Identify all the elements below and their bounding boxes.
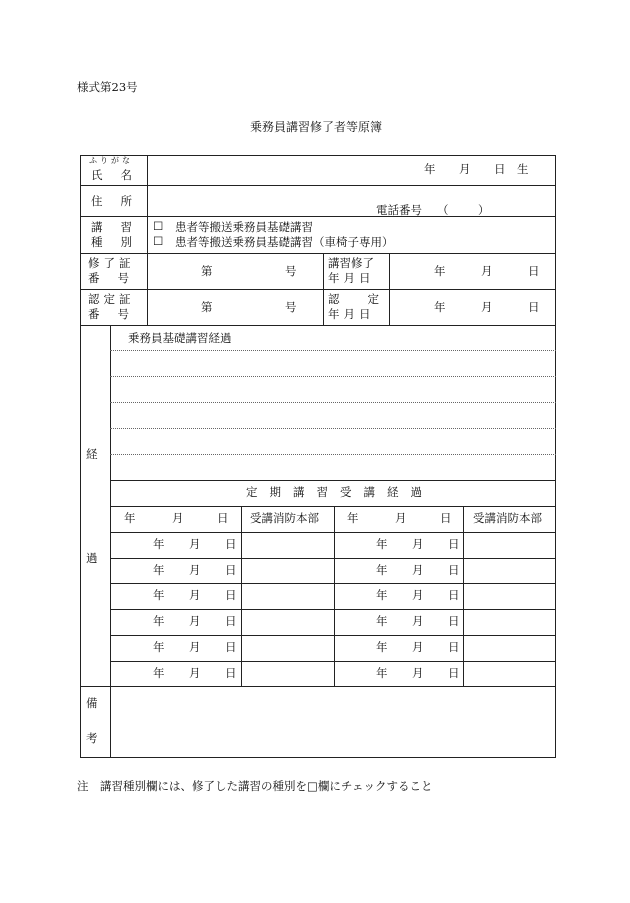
row-divider — [110, 583, 556, 584]
row-divider — [110, 480, 556, 481]
col-month-right: 月 — [395, 511, 407, 525]
periodic-column-divider — [334, 506, 335, 686]
approval-cert-label-line2: 番号 — [88, 307, 147, 321]
col-day-right: 日 — [440, 511, 452, 525]
row-divider — [80, 185, 556, 186]
row-month-label: 月 — [412, 588, 424, 602]
row-month-label: 月 — [412, 640, 424, 654]
footer-note: 注 講習種別欄には、修了した講習の種別を□欄にチェックすること — [77, 779, 433, 793]
birth-day-label: 日 — [494, 162, 506, 176]
row-month-label: 月 — [189, 563, 201, 577]
row-year-label: 年 — [376, 640, 388, 654]
approval-cert-label-line1: 認定証 — [88, 292, 135, 306]
completion-month-label: 月 — [481, 264, 493, 278]
birth-month-label: 月 — [459, 162, 471, 176]
birth-year-label: 年 — [424, 162, 436, 176]
row-divider — [110, 532, 556, 533]
dotted-line — [110, 454, 556, 455]
dotted-line — [110, 350, 556, 351]
col-year-left: 年 — [124, 511, 136, 525]
phone-paren-close: ） — [478, 203, 490, 217]
row-day-label: 日 — [448, 588, 460, 602]
cert-column-divider — [389, 253, 390, 325]
history-label-divider — [110, 325, 111, 758]
row-year-label: 年 — [153, 614, 165, 628]
row-divider — [80, 289, 556, 290]
row-day-label: 日 — [225, 666, 237, 680]
course-type-label-line1: 講習 — [91, 220, 150, 234]
cert-column-divider — [323, 253, 324, 325]
col-month-left: 月 — [172, 511, 184, 525]
col-day-left: 日 — [217, 511, 229, 525]
row-year-label: 年 — [376, 588, 388, 602]
row-month-label: 月 — [189, 537, 201, 551]
row-month-label: 月 — [189, 666, 201, 680]
row-month-label: 月 — [412, 537, 424, 551]
row-year-label: 年 — [153, 666, 165, 680]
row-day-label: 日 — [225, 588, 237, 602]
row-day-label: 日 — [448, 640, 460, 654]
completion-cert-label-line1: 修了証 — [88, 256, 135, 270]
row-year-label: 年 — [153, 588, 165, 602]
approval-month-label: 月 — [481, 300, 493, 314]
row-divider — [80, 325, 556, 326]
row-divider — [110, 661, 556, 662]
row-divider — [110, 635, 556, 636]
completion-cert-label-line2: 番号 — [88, 271, 147, 285]
completion-date-label-line2: 年月日 — [328, 271, 375, 285]
row-day-label: 日 — [225, 614, 237, 628]
row-divider — [110, 506, 556, 507]
completion-cert-number-prefix: 第 — [201, 264, 213, 278]
completion-year-label: 年 — [434, 264, 446, 278]
periodic-column-divider — [241, 506, 242, 686]
col-year-right: 年 — [347, 511, 359, 525]
row-divider — [110, 609, 556, 610]
row-month-label: 月 — [189, 614, 201, 628]
row-year-label: 年 — [376, 563, 388, 577]
row-month-label: 月 — [412, 666, 424, 680]
remarks-label-bottom: 考 — [86, 731, 98, 745]
row-day-label: 日 — [225, 563, 237, 577]
row-day-label: 日 — [448, 666, 460, 680]
row-day-label: 日 — [225, 640, 237, 654]
col-dept-right: 受講消防本部 — [473, 511, 542, 525]
dotted-line — [110, 428, 556, 429]
row-day-label: 日 — [448, 537, 460, 551]
completion-day-label: 日 — [528, 264, 540, 278]
row-year-label: 年 — [153, 563, 165, 577]
phone-paren-open: （ — [437, 203, 449, 217]
basic-course-checkbox[interactable]: ☐ — [153, 219, 164, 233]
completion-date-label-line1: 講習修了 — [328, 256, 374, 270]
name-label: 氏名 — [91, 168, 150, 182]
row-month-label: 月 — [412, 563, 424, 577]
row-year-label: 年 — [376, 666, 388, 680]
periodic-column-divider — [463, 506, 464, 686]
approval-date-label-line1: 認定 — [328, 292, 407, 306]
col-dept-left: 受講消防本部 — [250, 511, 319, 525]
basic-course-history-heading: 乗務員基礎講習経過 — [128, 331, 232, 345]
wheelchair-course-checkbox[interactable]: ☐ — [153, 234, 164, 248]
row-year-label: 年 — [376, 614, 388, 628]
course-type-label-line2: 種別 — [91, 235, 150, 249]
row-month-label: 月 — [412, 614, 424, 628]
row-divider — [80, 253, 556, 254]
approval-day-label: 日 — [528, 300, 540, 314]
basic-course-option-label: 患者等搬送乗務員基礎講習 — [175, 220, 313, 234]
row-divider — [110, 558, 556, 559]
phone-label: 電話番号 — [376, 203, 422, 217]
history-side-label-bottom: 過 — [86, 551, 98, 565]
wheelchair-course-option-label: 患者等搬送乗務員基礎講習（車椅子専用） — [175, 235, 394, 249]
form-number: 様式第23号 — [77, 80, 138, 94]
row-year-label: 年 — [153, 640, 165, 654]
history-side-label-top: 経 — [86, 447, 98, 461]
approval-cert-number-suffix: 号 — [285, 300, 297, 314]
row-month-label: 月 — [189, 588, 201, 602]
periodic-course-history-heading: 定期講習受講経過 — [246, 485, 434, 499]
row-month-label: 月 — [189, 640, 201, 654]
approval-year-label: 年 — [434, 300, 446, 314]
row-year-label: 年 — [153, 537, 165, 551]
dotted-line — [110, 376, 556, 377]
completion-cert-number-suffix: 号 — [285, 264, 297, 278]
furigana-label: ふりがな — [89, 156, 133, 165]
row-day-label: 日 — [225, 537, 237, 551]
page-title: 乗務員講習修了者等原簿 — [250, 120, 383, 134]
remarks-label-top: 備 — [86, 696, 98, 710]
address-label: 住所 — [91, 194, 150, 208]
row-day-label: 日 — [448, 563, 460, 577]
birth-suffix-label: 生 — [517, 162, 529, 176]
approval-date-label-line2: 年月日 — [328, 307, 375, 321]
dotted-line — [110, 402, 556, 403]
row-year-label: 年 — [376, 537, 388, 551]
row-divider — [80, 686, 556, 687]
approval-cert-number-prefix: 第 — [201, 300, 213, 314]
row-day-label: 日 — [448, 614, 460, 628]
